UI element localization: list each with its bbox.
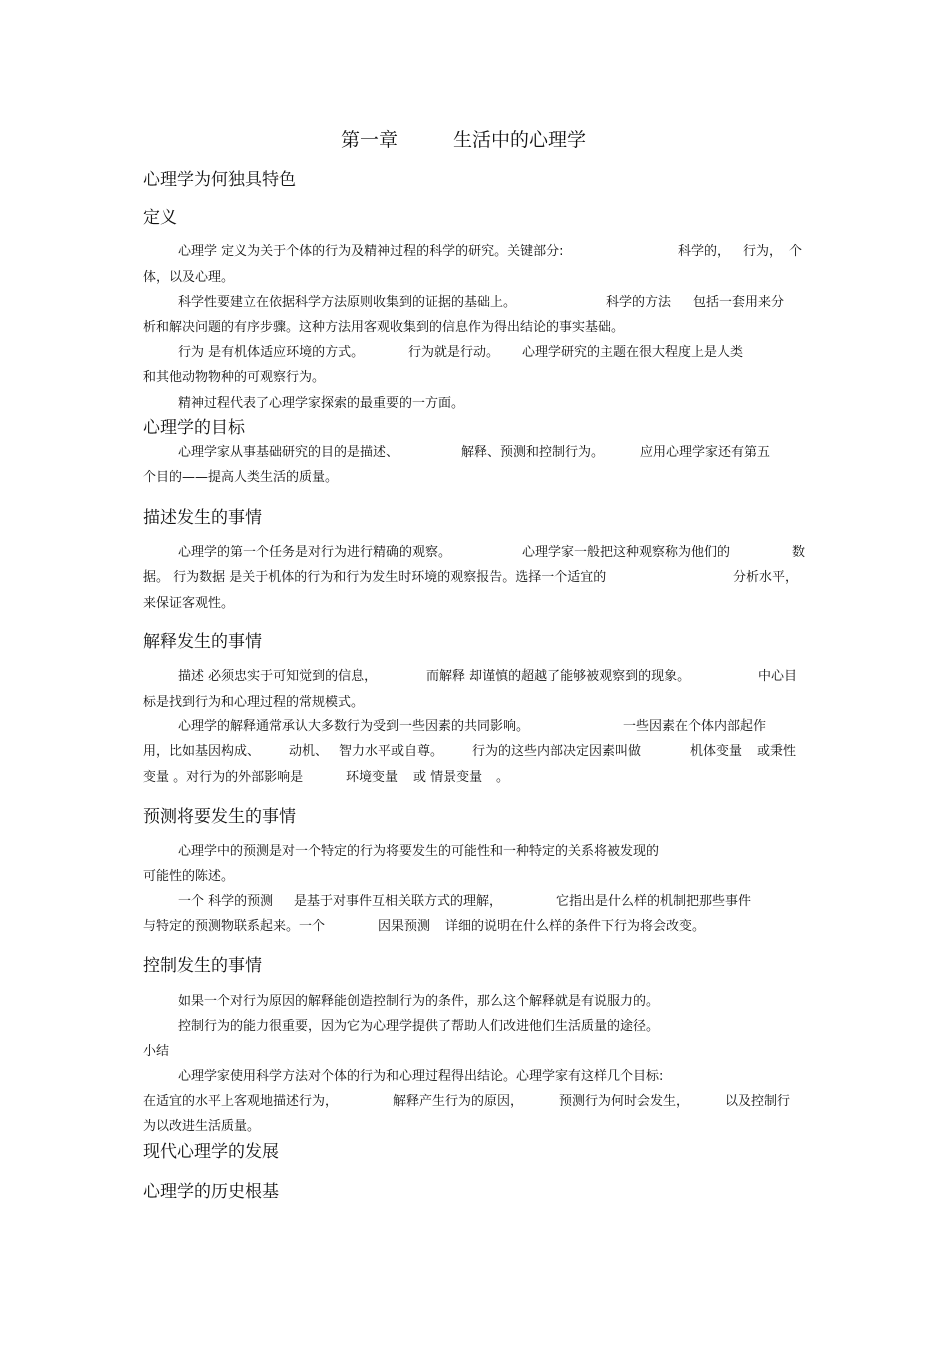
paragraph-line: 精神过程代表了心理学家探索的最重要的一方面。 [178,396,465,411]
paragraph-line: 它指出是什么样的机制把那些事件 [556,894,752,909]
paragraph-line: 数 [792,545,806,560]
paragraph-line: 以及控制行 [725,1094,791,1109]
paragraph-line: 详细的说明在什么样的条件下行为将会改变。 [445,919,706,934]
paragraph-line: 心理学中的预测是对一个特定的行为将要发生的可能性和一种特定的关系将被发现的 [178,844,660,859]
paragraph-line: 体，以及心理。 [143,270,235,285]
subsection-heading-definition: 定义 [143,208,177,228]
subsection-heading-explain: 解释发生的事情 [143,632,262,652]
subsection-heading-history: 心理学的历史根基 [143,1182,279,1202]
paragraph-line: 来保证客观性。 [143,596,235,611]
chapter-number: 第一章 [341,129,399,151]
paragraph-line: 应用心理学家还有第五 [640,445,771,460]
paragraph-line: 行为 是有机体适应环境的方式。 [178,345,365,360]
paragraph-line: 描述 必须忠实于可知觉到的信息， [178,669,378,684]
paragraph-line: 解释产生行为的原因， [393,1094,524,1109]
subsection-heading-control: 控制发生的事情 [143,956,262,976]
section-heading: 心理学为何独具特色 [143,170,296,190]
section-heading: 现代心理学的发展 [143,1142,279,1162]
paragraph-line: 心理学家一般把这种观察称为他们的 [522,545,731,560]
paragraph-line: 控制行为的能力很重要，因为它为心理学提供了帮助人们改进他们生活质量的途径。 [178,1019,660,1034]
paragraph-line: 与特定的预测物联系起来。一个 [143,919,326,934]
paragraph-line: 。 [496,770,510,785]
paragraph-line: 行为就是行动。 [408,345,500,360]
paragraph-line: 个 [789,244,803,259]
paragraph-line: 变量 。对行为的外部影响是 [143,770,304,785]
paragraph-line: 解释、预测和控制行为。 [461,445,605,460]
paragraph-line: 包括一套用来分 [693,295,785,310]
paragraph-line: 标是找到行为和心理过程的常规模式。 [143,695,365,710]
subsection-heading-goals: 心理学的目标 [143,418,245,438]
paragraph-line: 心理学的解释通常承认大多数行为受到一些因素的共同影响。 [178,719,530,734]
paragraph-line: 机体变量 [690,744,743,759]
paragraph-line: 心理学的第一个任务是对行为进行精确的观察。 [178,545,452,560]
paragraph-line: 心理学家从事基础研究的目的是描述、 [178,445,400,460]
paragraph-line: 如果一个对行为原因的解释能创造控制行为的条件，那么这个解释就是有说服力的。 [178,994,660,1009]
paragraph-line: 个目的——提高人类生活的质量。 [143,470,339,485]
paragraph-line: 析和解决问题的有序步骤。这种方法用客观收集到的信息作为得出结论的事实基础。 [143,320,625,335]
subsection-heading-predict: 预测将要发生的事情 [143,807,296,827]
subsection-heading-describe: 描述发生的事情 [143,508,262,528]
paragraph-line: 分析水平， [733,570,799,585]
paragraph-line: 行为的这些内部决定因素叫做 [472,744,642,759]
paragraph-line: 科学性要建立在依据科学方法原则收集到的证据的基础上。 [178,295,517,310]
paragraph-line: 据。 行为数据 是关于机体的行为和行为发生时环境的观察报告。选择一个适宜的 [143,570,607,585]
paragraph-line: 或秉性 [757,744,797,759]
paragraph-line: 心理学家使用科学方法对个体的行为和心理过程得出结论。心理学家有这样几个目标: [178,1069,664,1084]
paragraph-line: 科学的， [678,244,731,259]
paragraph-line: 可能性的陈述。 [143,869,235,884]
paragraph-line: 心理学 定义为关于个体的行为及精神过程的科学的研究。关键部分: [178,244,564,259]
paragraph-line: 科学的方法 [606,295,672,310]
paragraph-line: 动机、 [289,744,329,759]
paragraph-line: 一个 科学的预测 [178,894,274,909]
paragraph-line: 是基于对事件互相关联方式的理解， [294,894,503,909]
chapter-title: 生活中的心理学 [453,129,587,151]
paragraph-line: 在适宜的水平上客观地描述行为， [143,1094,339,1109]
paragraph-line: 或 情景变量 [413,770,483,785]
subsection-heading-summary: 小结 [143,1044,170,1059]
paragraph-line: 为以改进生活质量。 [143,1119,261,1134]
paragraph-line: 行为， [743,244,783,259]
paragraph-line: 环境变量 [346,770,399,785]
paragraph-line: 预测行为何时会发生， [559,1094,690,1109]
paragraph-line: 一些因素在个体内部起作 [623,719,767,734]
paragraph-line: 因果预测 [378,919,431,934]
paragraph-line: 心理学研究的主题在很大程度上是人类 [522,345,744,360]
paragraph-line: 智力水平或自尊。 [339,744,444,759]
paragraph-line: 用，比如基因构成、 [143,744,261,759]
paragraph-line: 而解释 却谨慎的超越了能够被观察到的现象。 [426,669,691,684]
paragraph-line: 和其他动物物种的可观察行为。 [143,370,326,385]
paragraph-line: 中心目 [758,669,798,684]
